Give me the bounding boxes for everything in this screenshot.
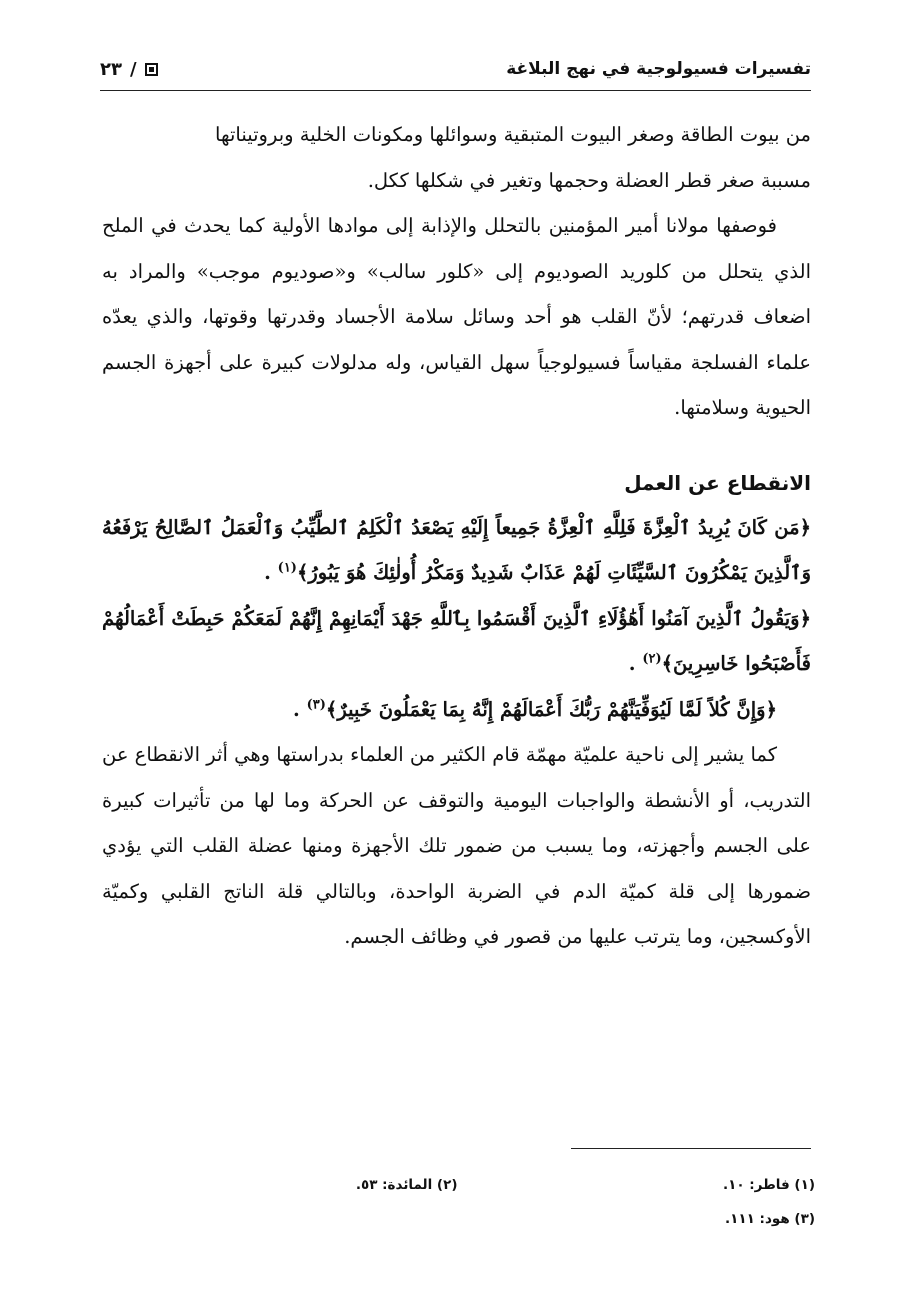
square-ornament-icon (145, 63, 158, 76)
verse-3-text: ﴿وَإِنَّ كُلاً لَمَّا لَيُوَفِّيَنَّهُمْ رَبُّكَ أَعْمَالَهُمْ إِنَّهُ بِمَا يَعْمَلُونَ خَبِيرٌ﴾ (325, 697, 777, 721)
paragraph-2: فوصفها مولانا أمير المؤمنين بالتحلل والإذابة إلى موادها الأولية كما يحدث في الملح الذي يتحلل من كلوريد الصوديوم إلى «كلور سالب» و«صوديوم موجب» والمراد به اضعاف قدرتهم؛ لأنّ القلب هو أحد وسائل سلامة الأجساد وقدرتها وقوتها، والذي يعدّه علماء الفسلجة مقياساً فسيولوجياً سهل القياس، وله مدلولات كبيرة على أجهزة الجسم الحيوية وسلامتها. (102, 214, 811, 419)
paragraph-1-line-2: مسببة صغر قطر العضلة وحجمها وتغير في شكلها ككل. (367, 168, 811, 192)
verse-1-footnote-ref: (١) (277, 560, 297, 576)
verse-2-text: ﴿وَيَقُولُ ٱلَّذِينَ آمَنُوا أَهَٰؤُلَاءِ ٱلَّذِينَ أَقْسَمُوا بِٱللَّهِ جَهْدَ أَيْمَانِهِمْ إِنَّهُمْ لَمَعَكُمْ حَبِطَتْ أَعْمَالُهُمْ فَأَصْبَحُوا خَاسِرِينَ﴾ (102, 606, 811, 675)
verse-1-text: ﴿مَن كَانَ يُرِيدُ ٱلْعِزَّةَ فَلِلَّهِ ٱلْعِزَّةُ جَمِيعاً إِلَيْهِ يَصْعَدُ ٱلْكَلِمُ ٱلطَّيِّبُ وَٱلْعَمَلُ ٱلصَّالِحُ يَرْفَعُهُ وَٱلَّذِينَ يَمْكُرُونَ ٱلسَّيِّئَاتِ لَهُمْ عَذَابٌ شَدِيدٌ وَمَكْرُ أُولٰئِكَ هُوَ يَبُورُ﴾ (102, 515, 811, 584)
running-header (100, 52, 811, 86)
page-number: ٢٣ (100, 58, 122, 80)
footnotes (100, 1168, 815, 1236)
header-rule (100, 90, 811, 91)
book-title: تفسيرات فسيولوجية في نهج البلاغة (506, 59, 811, 79)
quran-verse-3: ﴿وَإِنَّ كُلاً لَمَّا لَيُوَفِّيَنَّهُمْ رَبُّكَ أَعْمَالَهُمْ إِنَّهُ بِمَا يَعْمَلُونَ خَبِيرٌ﴾$^{(٣)}$ . (293, 697, 777, 721)
footnote-row-1 (100, 1168, 815, 1202)
paragraph-1-line-1: من بيوت الطاقة وصغر البيوت المتبقية وسوائلها ومكونات الخلية وبروتيناتها (215, 123, 811, 146)
verse-2-footnote-ref: (٢) (642, 651, 662, 667)
page-number-group (100, 59, 158, 80)
footnote-3: (٣) هود: ١١١. (724, 1211, 815, 1227)
quran-verse-1: ﴿مَن كَانَ يُرِيدُ ٱلْعِزَّةَ فَلِلَّهِ ٱلْعِزَّةُ جَمِيعاً إِلَيْهِ يَصْعَدُ ٱلْكَلِمُ ٱلطَّيِّبُ وَٱلْعَمَلُ ٱلصَّالِحُ يَرْفَعُهُ وَٱلَّذِينَ يَمْكُرُونَ ٱلسَّيِّئَاتِ لَهُمْ عَذَابٌ شَدِيدٌ وَمَكْرُ أُولٰئِكَ هُوَ يَبُورُ﴾$^{(١)}$ . (102, 515, 811, 584)
footnote-rule (571, 1148, 811, 1149)
quran-verse-2: ﴿وَيَقُولُ ٱلَّذِينَ آمَنُوا أَهَٰؤُلَاءِ ٱلَّذِينَ أَقْسَمُوا بِٱللَّهِ جَهْدَ أَيْمَانِهِمْ إِنَّهُمْ لَمَعَكُمْ حَبِطَتْ أَعْمَالُهُمْ فَأَصْبَحُوا خَاسِرِينَ﴾$^{(٢)}$ . (102, 606, 811, 675)
paragraph-3: كما يشير إلى ناحية علميّة مهمّة قام الكثير من العلماء بدراستها وهي أثر الانقطاع عن التدريب، أو الأنشطة والواجبات اليومية والتوقف عن الحركة وما لها من تأثيرات كبيرة على الجسم وأجهزته، وما يسبب من ضمور تلك الأجهزة ومنها عضلة القلب التي يؤدي ضمورها إلى قلة كميّة الدم في الضربة الواحدة، وبالتالي قلة الناتج القلبي وكميّة الأوكسجين، وما يترتب عليها من قصور في وظائف الجسم. (102, 743, 811, 948)
section-heading: الانقطاع عن العمل (624, 470, 811, 495)
header-separator: / (129, 58, 137, 80)
footnote-1: (١) فاطر: ١٠. (722, 1177, 815, 1193)
main-text (102, 112, 811, 960)
footnote-2: (٢) المائدة: ٥٣. (355, 1177, 458, 1193)
verse-3-footnote-ref: (٣) (306, 697, 326, 712)
footnote-row-2 (100, 1202, 815, 1236)
